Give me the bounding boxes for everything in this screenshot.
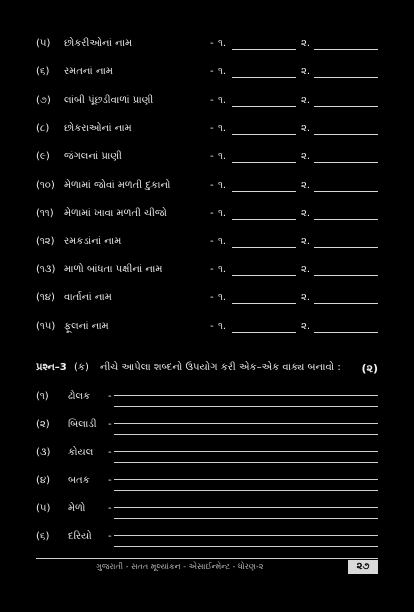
answer-2-line[interactable] [314, 303, 378, 304]
word-label: કોયલ [68, 447, 94, 458]
answer-2-line[interactable] [314, 106, 378, 107]
item-label: રમતનાં નામ [64, 66, 113, 77]
answer-2-number: ૨. [301, 151, 311, 162]
answer-2-number: ૨. [301, 38, 311, 49]
word-row-1 [0, 391, 414, 419]
word-dash: - [108, 531, 112, 542]
answer-dash: - [210, 236, 214, 247]
word-row-5 [0, 503, 414, 531]
answer-2-line[interactable] [314, 191, 378, 192]
item-number: (૫) [36, 38, 51, 49]
word-number: (૪) [36, 475, 51, 486]
answer-1-number: ૧. [218, 292, 227, 303]
item-label: રમકડાંનાં નામ [64, 236, 122, 247]
word-number: (૧) [36, 391, 49, 402]
answer-dash: - [210, 321, 214, 332]
item-number: (૧૫) [36, 321, 56, 332]
item-label: છોકરાઓનાં નામ [64, 123, 132, 134]
list-row-15 [0, 321, 414, 339]
item-number: (૬) [36, 66, 50, 77]
answer-1-number: ૧. [218, 151, 227, 162]
sentence-line[interactable] [114, 546, 378, 547]
answer-1-line[interactable] [232, 49, 296, 50]
word-dash: - [108, 391, 112, 402]
item-number: (૧૪) [36, 292, 55, 303]
word-dash: - [108, 503, 112, 514]
answer-1-number: ૧. [218, 321, 227, 332]
item-label: લાંબી પૂંછડીવાળાં પ્રાણી [64, 95, 154, 106]
answer-1-line[interactable] [232, 275, 296, 276]
list-row-5 [0, 38, 414, 56]
word-label: ઢોલક [68, 391, 91, 402]
answer-1-line[interactable] [232, 77, 296, 78]
list-row-6 [0, 66, 414, 84]
answer-2-line[interactable] [314, 49, 378, 50]
answer-2-number: ૨. [301, 236, 311, 247]
answer-2-line[interactable] [314, 219, 378, 220]
item-number: (૮) [36, 123, 50, 134]
sentence-line[interactable] [114, 434, 378, 435]
answer-1-line[interactable] [232, 106, 296, 107]
item-number: (૧૨) [36, 236, 55, 247]
answer-2-number: ૨. [301, 123, 311, 134]
sentence-line[interactable] [114, 535, 378, 536]
question-marks: (૨) [361, 362, 378, 375]
word-dash: - [108, 475, 112, 486]
answer-2-line[interactable] [314, 247, 378, 248]
list-row-13 [0, 264, 414, 282]
answer-dash: - [210, 292, 214, 303]
question-3-heading [36, 362, 378, 378]
item-number: (૧૩) [36, 264, 56, 275]
item-label: માળો બાંધતા પક્ષીનાં નામ [64, 264, 163, 275]
answer-1-number: ૧. [218, 66, 227, 77]
word-label: દરિયો [68, 531, 92, 542]
answer-dash: - [210, 180, 214, 191]
item-label: વાર્તાનાં નામ [64, 292, 112, 303]
word-number: (૨) [36, 419, 50, 430]
word-number: (૬) [36, 531, 50, 542]
answer-1-number: ૧. [218, 38, 227, 49]
word-dash: - [108, 419, 112, 430]
answer-1-number: ૧. [218, 208, 227, 219]
list-row-12 [0, 236, 414, 254]
answer-dash: - [210, 151, 214, 162]
item-label: ફૂલનાં નામ [64, 321, 109, 332]
list-row-14 [0, 292, 414, 310]
answer-dash: - [210, 208, 214, 219]
word-label: મેળો [68, 503, 86, 514]
item-label: મેળામાં ખાવા મળતી ચીજો [64, 208, 167, 219]
answer-2-number: ૨. [301, 66, 311, 77]
item-label: જંગલનાં પ્રાણી [64, 151, 122, 162]
answer-2-number: ૨. [301, 264, 311, 275]
answer-1-number: ૧. [218, 95, 227, 106]
answer-2-line[interactable] [314, 77, 378, 78]
sentence-line[interactable] [114, 518, 378, 519]
answer-2-number: ૨. [301, 95, 311, 106]
sentence-line[interactable] [114, 462, 378, 463]
list-row-11 [0, 208, 414, 226]
sentence-line[interactable] [114, 479, 378, 480]
page-number: ૨૭ [348, 560, 378, 574]
question-instruction: નીચે આપેલા શબ્દનો ઉપયોગ કરી એક–એક વાક્ય બનાવો : [100, 362, 341, 373]
word-label: બતક [68, 475, 90, 486]
word-row-3 [0, 447, 414, 475]
sentence-line[interactable] [114, 406, 378, 407]
item-number: (૧૦) [36, 180, 55, 191]
sentence-line[interactable] [114, 507, 378, 508]
item-number: (૭) [36, 95, 51, 106]
answer-1-number: ૧. [218, 264, 227, 275]
sentence-line[interactable] [114, 395, 378, 396]
answer-1-number: ૧. [218, 236, 227, 247]
answer-1-line[interactable] [232, 191, 296, 192]
item-label: છોકરીઓનાં નામ [64, 38, 133, 49]
sentence-line[interactable] [114, 423, 378, 424]
question-part: (ક) [74, 362, 89, 373]
item-number: (૯) [36, 151, 50, 162]
word-row-2 [0, 419, 414, 447]
answer-dash: - [210, 66, 214, 77]
answer-1-line[interactable] [232, 247, 296, 248]
word-number: (૩) [36, 447, 51, 458]
answer-dash: - [210, 95, 214, 106]
list-row-8 [0, 123, 414, 141]
footer-divider [36, 558, 378, 559]
answer-1-line[interactable] [232, 162, 296, 163]
word-row-6 [0, 531, 414, 559]
answer-2-number: ૨. [301, 180, 311, 191]
answer-2-line[interactable] [314, 162, 378, 163]
answer-1-number: ૧. [218, 180, 227, 191]
footer-text: ગુજરાતી - સતત મૂલ્યાંકન - એસાઈન્મેન્ટ - ધોરણ-૨ [96, 562, 264, 571]
word-dash: - [108, 447, 112, 458]
list-row-9 [0, 151, 414, 169]
answer-2-line[interactable] [314, 275, 378, 276]
answer-1-number: ૧. [218, 123, 227, 134]
question-number: પ્રશ્ન–3 [36, 362, 67, 373]
word-row-4 [0, 475, 414, 503]
answer-2-line[interactable] [314, 134, 378, 135]
answer-2-line[interactable] [314, 332, 378, 333]
list-row-10 [0, 180, 414, 198]
word-label: બિલાડી [68, 419, 97, 430]
answer-1-line[interactable] [232, 219, 296, 220]
answer-2-number: ૨. [301, 292, 311, 303]
sentence-line[interactable] [114, 490, 378, 491]
answer-2-number: ૨. [301, 321, 311, 332]
answer-1-line[interactable] [232, 303, 296, 304]
answer-dash: - [210, 123, 214, 134]
item-number: (૧૧) [36, 208, 54, 219]
answer-dash: - [210, 264, 214, 275]
sentence-line[interactable] [114, 451, 378, 452]
answer-2-number: ૨. [301, 208, 311, 219]
answer-1-line[interactable] [232, 134, 296, 135]
answer-dash: - [210, 38, 214, 49]
word-number: (૫) [36, 503, 51, 514]
item-label: મેળામાં જોવાં મળતી દુકાનો [64, 180, 171, 191]
answer-1-line[interactable] [232, 332, 296, 333]
list-row-7 [0, 95, 414, 113]
